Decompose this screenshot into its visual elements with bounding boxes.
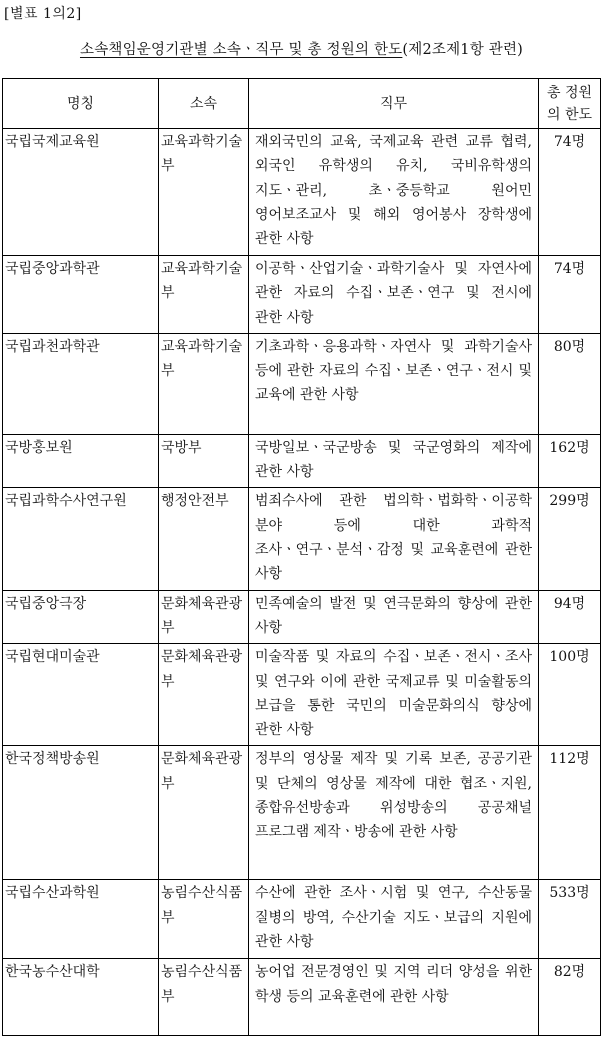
table-header-row [3, 79, 601, 129]
title-main: 소속책임운영기관별 소속ㆍ직무 및 총 정원의 한도 [79, 42, 403, 58]
cell-quota: 533명 [539, 880, 601, 959]
header-ministry: 소속 [159, 79, 249, 129]
table-row [3, 590, 601, 644]
quota-table [2, 78, 601, 1036]
cell-name: 국립중앙극장 [3, 590, 159, 644]
cell-quota: 74명 [539, 256, 601, 334]
title-suffix: (제2조제1항 관련) [402, 42, 524, 58]
table-row [3, 333, 601, 434]
cell-ministry: 교육과학기술부 [159, 256, 249, 334]
cell-duty: 재외국민의 교육, 국제교육 관련 교류 협력, 외국인 유학생의 유치, 국비유학생의 지도ㆍ관리, 초ㆍ중등학교 원어민 영어보조교사 및 해외 영어봉사 장학생에 관한 사항 [249, 129, 539, 256]
table-row [3, 256, 601, 334]
table-row [3, 959, 601, 1036]
cell-ministry: 교육과학기술부 [159, 333, 249, 434]
cell-quota: 80명 [539, 333, 601, 434]
cell-quota: 82명 [539, 959, 601, 1036]
table-row [3, 434, 601, 488]
cell-name: 한국정책방송원 [3, 746, 159, 880]
cell-duty: 범죄수사에 관한 법의학ㆍ법화학ㆍ이공학 분야 등에 대한 과학적 조사ㆍ연구ㆍ분석ㆍ감정 및 교육훈련에 관한 사항 [249, 488, 539, 590]
cell-duty: 민족예술의 발전 및 연극문화의 향상에 관한 사항 [249, 590, 539, 644]
table-row [3, 129, 601, 256]
header-quota-line2: 의 한도 [546, 106, 593, 123]
cell-ministry: 농림수산식품부 [159, 959, 249, 1036]
header-duty: 직무 [249, 79, 539, 129]
cell-quota: 299명 [539, 488, 601, 590]
cell-ministry: 교육과학기술부 [159, 129, 249, 256]
cell-ministry: 문화체육관광부 [159, 590, 249, 644]
header-quota-line1: 총 정원 [546, 84, 593, 101]
cell-quota: 112명 [539, 746, 601, 880]
header-name: 명칭 [3, 79, 159, 129]
cell-ministry: 국방부 [159, 434, 249, 488]
cell-name: 한국농수산대학 [3, 959, 159, 1036]
cell-name: 국립중앙과학관 [3, 256, 159, 334]
table-row [3, 488, 601, 590]
table-row [3, 880, 601, 959]
cell-name: 국립과천과학관 [3, 333, 159, 434]
cell-name: 국립현대미술관 [3, 644, 159, 746]
cell-duty: 농어업 전문경영인 및 지역 리더 양성을 위한 학생 등의 교육훈련에 관한 사항 [249, 959, 539, 1036]
header-quota [539, 79, 601, 129]
cell-ministry: 농림수산식품부 [159, 880, 249, 959]
cell-name: 국립과학수사연구원 [3, 488, 159, 590]
cell-duty: 기초과학ㆍ응용과학ㆍ자연사 및 과학기술사 등에 관한 자료의 수집ㆍ보존ㆍ연구ㆍ전시 및 교육에 관한 사항 [249, 333, 539, 434]
cell-ministry: 행정안전부 [159, 488, 249, 590]
cell-name: 국립수산과학원 [3, 880, 159, 959]
cell-duty: 국방일보ㆍ국군방송 및 국군영화의 제작에 관한 사항 [249, 434, 539, 488]
cell-ministry: 문화체육관광부 [159, 746, 249, 880]
cell-quota: 100명 [539, 644, 601, 746]
cell-duty: 정부의 영상물 제작 및 기록 보존, 공공기관 및 단체의 영상물 제작에 대한 협조ㆍ지원, 종합유선방송과 위성방송의 공공채널 프로그램 제작ㆍ방송에 관한 사항 [249, 746, 539, 880]
cell-quota: 94명 [539, 590, 601, 644]
cell-quota: 74명 [539, 129, 601, 256]
cell-ministry: 문화체육관광부 [159, 644, 249, 746]
cell-duty: 수산에 관한 조사ㆍ시험 및 연구, 수산동물 질병의 방역, 수산기술 지도ㆍ보급의 지원에 관한 사항 [249, 880, 539, 959]
cell-quota: 162명 [539, 434, 601, 488]
cell-name: 국방홍보원 [3, 434, 159, 488]
document-title [0, 38, 603, 59]
table-row [3, 746, 601, 880]
annex-label: [별표 1의2] [4, 6, 82, 22]
table-row [3, 644, 601, 746]
cell-duty: 미술작품 및 자료의 수집ㆍ보존ㆍ전시ㆍ조사 및 연구와 이에 관한 국제교류 및 미술활동의 보급을 통한 국민의 미술문화의식 향상에 관한 사항 [249, 644, 539, 746]
cell-name: 국립국제교육원 [3, 129, 159, 256]
cell-duty: 이공학ㆍ산업기술ㆍ과학기술사 및 자연사에 관한 자료의 수집ㆍ보존ㆍ연구 및 전시에 관한 사항 [249, 256, 539, 334]
